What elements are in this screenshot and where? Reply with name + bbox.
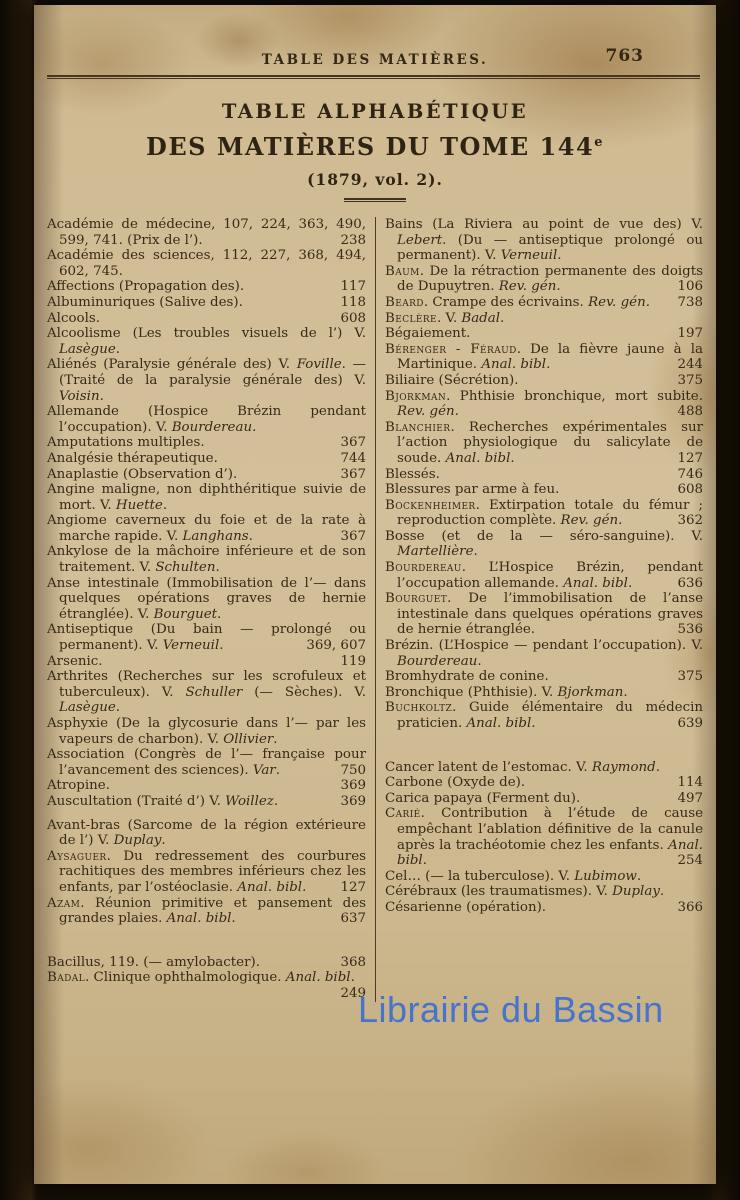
entry-text: Blanchier. Recherches expérimentales sur l’action physiologique du salicylate de soude. Anal. bibl.	[385, 419, 703, 466]
title-line2-text: DES MATIÈRES DU TOME 144	[146, 132, 595, 161]
entry-text: Angine maligne, non diphthéritique suivie de mort. V. Huette.	[47, 482, 366, 513]
entry-text: Blessures par arme à feu.	[385, 482, 560, 498]
entry-page-ref: 369	[340, 793, 366, 809]
index-entry	[47, 248, 366, 279]
entry-text: Carbone (Oxyde de).	[385, 775, 526, 791]
entry-page-ref: 362	[677, 513, 703, 529]
index-entry	[47, 435, 366, 451]
table-title-line3: (1879, vol. 2).	[307, 170, 443, 189]
entry-text: Atropine.	[47, 778, 110, 794]
table-title-line2	[34, 132, 716, 161]
entry-text: Anaplastie (Observation d’).	[47, 466, 238, 482]
index-entry	[385, 529, 703, 560]
entry-text: Bérenger - Féraud. De la fièvre jaune à la Martinique. Anal. bibl.	[385, 341, 703, 373]
bookseller-watermark: Librairie du Bassin	[358, 989, 664, 1030]
index-entry	[385, 498, 703, 529]
entry-text: Académie de médecine, 107, 224, 363, 490, 599, 741. (Prix de l’).	[47, 217, 366, 248]
entry-page-ref: 637	[340, 911, 366, 927]
entry-page-ref: 369, 607	[306, 638, 366, 654]
index-entry	[385, 467, 703, 483]
entry-page-ref: 608	[677, 482, 703, 498]
entry-text: Avant-bras (Sarcome de la région extérieure de l’) V. Duplay.	[47, 817, 366, 849]
entry-text: Bourdereau. L’Hospice Brézin, pendant l’occupation allemande. Anal. bibl.	[385, 560, 703, 591]
index-entry	[385, 591, 703, 638]
entry-page-ref: 746	[677, 466, 703, 482]
entry-text: Césarienne (opération).	[385, 899, 547, 915]
entry-page-ref: 114	[677, 775, 703, 791]
index-entry	[47, 970, 366, 1001]
index-entry	[47, 622, 366, 653]
entry-text: Brézin. (L’Hospice — pendant l’occupation). V. Bourdereau.	[385, 638, 703, 669]
index-entry	[385, 560, 703, 591]
book-page	[34, 5, 716, 1184]
entry-page-ref: 127	[340, 879, 366, 895]
entry-text: Carica papaya (Ferment du).	[385, 790, 581, 806]
entry-text: Carié. Contribution à l’étude de cause empêchant l’ablation définitive de la canule après la trachéotomie chez les enfants. Anal. bibl.	[385, 806, 703, 869]
entry-page-ref: 375	[677, 669, 703, 685]
entry-page-ref: 367	[340, 528, 366, 544]
entry-page-ref: 249	[340, 985, 366, 1001]
index-entry	[47, 357, 366, 404]
entry-text: Bégaiement.	[385, 326, 471, 342]
entry-text: Analgésie thérapeutique.	[47, 450, 218, 466]
entry-text: Amputations multiples.	[47, 435, 205, 451]
entry-page-ref: 636	[677, 575, 703, 591]
entry-page-ref: 536	[677, 622, 703, 638]
index-entry	[47, 778, 366, 794]
entry-text: Cel… (— la tuberculose). V. Lubimow.	[385, 868, 642, 884]
entry-page-ref: 375	[677, 372, 703, 388]
index-entry	[47, 295, 366, 311]
title-ornament-rule	[344, 198, 406, 202]
index-column-right	[375, 217, 703, 1002]
index-entry	[385, 295, 703, 311]
index-entry	[385, 326, 703, 342]
entry-text: Albuminuriques (Salive des).	[47, 294, 243, 310]
index-entry	[47, 654, 366, 670]
index-entry	[47, 794, 366, 810]
entry-page-ref: 608	[340, 310, 366, 326]
entry-page-ref: 488	[677, 404, 703, 420]
entry-text: Blessés.	[385, 466, 440, 482]
entry-text: Bromhydrate de conine.	[385, 669, 549, 685]
entry-text: Aliénés (Paralysie générale des) V. Foville. — (Traité de la paralysie générale des) V. Voisin.	[47, 357, 366, 404]
index-entry	[385, 217, 703, 264]
index-entry	[385, 700, 703, 731]
index-columns	[47, 217, 703, 1002]
index-entry	[47, 576, 366, 623]
entry-page-ref: 639	[677, 716, 703, 731]
index-entry	[47, 311, 366, 327]
entry-text: Bains (La Riviera au point de vue des) V. Lebert. (Du — antiseptique prolongé ou permanent). V. Verneuil.	[385, 217, 703, 264]
index-entry	[385, 806, 703, 868]
entry-text: Bjorkman. Phthisie bronchique, mort subite. Rev. gén.	[385, 388, 703, 420]
entry-page-ref: 117	[340, 279, 366, 295]
entry-page-ref: 106	[677, 279, 703, 295]
index-entry	[385, 389, 703, 420]
entry-page-ref: 244	[677, 357, 703, 373]
entry-text: Cérébraux (les traumatismes). V. Duplay.	[385, 884, 665, 900]
entry-text: Bourguet. De l’immobilisation de l’anse intestinale dans quelques opérations graves de hernie étranglée.	[385, 591, 703, 638]
entry-text: Azam. Réunion primitive et pansement des grandes plaies. Anal. bibl.	[47, 895, 366, 927]
entry-text: Allemande (Hospice Brézin pendant l’occupation). V. Bourdereau.	[47, 404, 366, 435]
entry-page-ref: 127	[677, 450, 703, 466]
index-entry	[385, 342, 703, 373]
index-entry	[47, 513, 366, 544]
entry-text: Anse intestinale (Immobilisation de l’— dans quelques opérations graves de hernie étranglée). V. Bourguet.	[47, 575, 366, 622]
running-title: TABLE DES MATIÈRES.	[261, 52, 489, 68]
index-entry	[47, 955, 366, 971]
index-entry	[385, 884, 703, 900]
entry-page-ref: 367	[340, 466, 366, 482]
entry-page-ref: 738	[677, 294, 703, 310]
entry-text: Cancer latent de l’estomac. V. Raymond.	[385, 759, 661, 775]
entry-text: Badal. Clinique ophthalmologique. Anal. bibl.	[47, 970, 355, 986]
index-entry	[47, 896, 366, 927]
entry-text: Antiseptique (Du bain — prolongé ou permanent). V. Verneuil.	[47, 622, 366, 654]
index-entry	[385, 420, 703, 467]
index-entry	[385, 638, 703, 669]
folio-page-number: 763	[605, 46, 644, 66]
entry-page-ref: 368	[340, 954, 366, 970]
running-head	[34, 46, 716, 68]
index-entry	[385, 900, 703, 916]
entry-text: Aysaguer. Du redressement des courbures rachitiques des membres inférieurs chez les enfants, par l’ostéoclasie. Anal. bibl.	[47, 848, 366, 895]
index-entry	[47, 279, 366, 295]
entry-text: Baum. De la rétraction permanente des doigts de Dupuytren. Rev. gén.	[385, 263, 703, 295]
entry-page-ref: 119	[340, 653, 366, 669]
index-entry	[385, 311, 703, 327]
index-entry	[47, 716, 366, 747]
index-entry	[385, 685, 703, 701]
index-entry	[385, 791, 703, 807]
header-double-rule	[47, 75, 700, 79]
entry-text: Bacillus, 119. (— amylobacter).	[47, 954, 260, 970]
index-entry	[385, 775, 703, 791]
entry-text: Bockenheimer. Extirpation totale du fémur ; reproduction complète. Rev. gén.	[385, 497, 703, 529]
entry-text: Alcoolisme (Les troubles visuels de l’) V. Lasègue.	[47, 326, 366, 357]
entry-page-ref: 367	[340, 435, 366, 451]
index-entry	[47, 467, 366, 483]
index-entry	[47, 326, 366, 357]
entry-page-ref: 750	[340, 762, 366, 778]
entry-page-ref: 197	[677, 326, 703, 342]
entry-text: Arthrites (Recherches sur les scrofuleux et tuberculeux). V. Schuller (— Sèches). V. Lasègue.	[47, 669, 366, 716]
title-line2-superscript: e	[594, 135, 604, 150]
index-entry	[47, 451, 366, 467]
index-entry	[47, 404, 366, 435]
entry-text: Buchkoltz. Guide élémentaire du médecin praticien. Anal. bibl.	[385, 700, 703, 731]
entry-text: Affections (Propagation des).	[47, 279, 245, 295]
entry-page-ref: 118	[340, 294, 366, 310]
index-entry	[47, 849, 366, 896]
entry-text: Beard. Crampe des écrivains. Rev. gén.	[385, 294, 650, 310]
entry-text: Arsenic.	[47, 653, 103, 669]
entry-page-ref: 369	[340, 778, 366, 794]
entry-text: Alcools.	[47, 310, 100, 326]
table-title-line1: TABLE ALPHABÉTIQUE	[221, 100, 529, 123]
index-entry	[385, 264, 703, 295]
entry-text: Ankylose de la mâchoire inférieure et de son traitement. V. Schulten.	[47, 544, 366, 576]
index-column-left	[47, 217, 375, 1002]
index-entry	[385, 869, 703, 885]
entry-page-ref: 497	[677, 790, 703, 806]
index-entry	[385, 760, 703, 776]
index-entry	[385, 373, 703, 389]
index-entry	[47, 482, 366, 513]
index-entry	[47, 544, 366, 575]
title-block	[34, 100, 716, 202]
entry-text: Association (Congrès de l’— française pour l’avancement des sciences). Var.	[47, 747, 366, 778]
entry-page-ref: 254	[677, 853, 703, 869]
entry-text: Auscultation (Traité d’) V. Woillez.	[47, 793, 279, 809]
entry-page-ref: 238	[340, 232, 366, 248]
index-entry	[385, 669, 703, 685]
entry-text: Biliaire (Sécrétion).	[385, 372, 519, 388]
entry-text: Bronchique (Phthisie). V. Bjorkman.	[385, 684, 628, 700]
entry-page-ref: 744	[340, 450, 366, 466]
index-entry	[47, 818, 366, 849]
index-entry	[47, 747, 366, 778]
entry-text: Académie des sciences, 112, 227, 368, 494, 602, 745.	[47, 248, 366, 279]
entry-text: Asphyxie (De la glycosurie dans l’— par les vapeurs de charbon). V. Ollivier.	[47, 716, 366, 747]
entry-text: Bosse (et de la — séro-sanguine). V. Martellière.	[385, 528, 703, 560]
entry-text: Angiome caverneux du foie et de la rate à marche rapide. V. Langhans.	[47, 513, 366, 544]
entry-page-ref: 366	[677, 899, 703, 915]
index-entry	[385, 482, 703, 498]
index-entry	[47, 669, 366, 716]
index-entry	[47, 217, 366, 248]
entry-text: Beclère. V. Badal.	[385, 310, 505, 326]
